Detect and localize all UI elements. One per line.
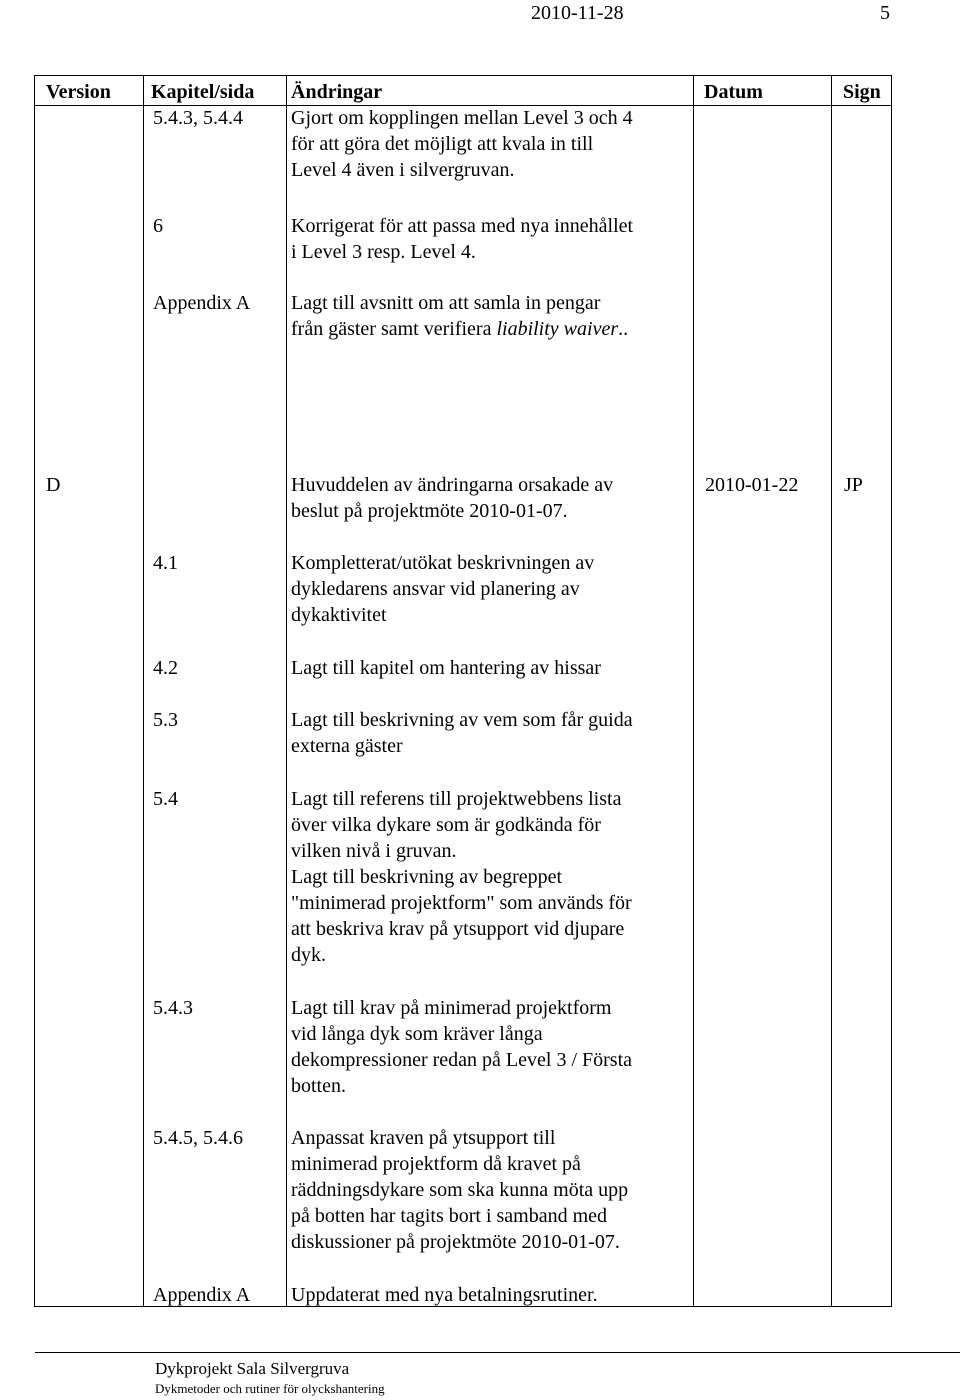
chapter-ref: 5.4: [153, 788, 178, 810]
chapter-ref: 6: [153, 215, 163, 237]
chapter-ref: 5.3: [153, 709, 178, 731]
change-description: Uppdaterat med nya betalningsrutiner.: [291, 1284, 598, 1306]
header-changes: Ändringar: [291, 81, 383, 103]
header-sign: Sign: [843, 81, 881, 103]
change-description: Korrigerat för att passa med nya innehållet i Level 3 resp. Level 4.: [291, 215, 634, 263]
column-divider: [831, 76, 832, 1306]
change-description: Lagt till avsnitt om att samla in pengar från gäster samt verifiera liability waiver..: [291, 292, 629, 340]
change-description: Gjort om kopplingen mellan Level 3 och 4 för att göra det möjligt att kvala in till Level 4 även i silvergruvan.: [291, 107, 633, 181]
footer-divider: [35, 1352, 960, 1353]
column-divider: [286, 76, 287, 1306]
page-header-date: 2010-11-28: [531, 2, 624, 24]
chapter-ref: Appendix A: [153, 292, 251, 314]
change-description: Anpassat kraven på ytsupport till minimerad projektform då kravet på räddningsdykare som ska kunna möta upp på botten har tagits bort i samband med diskussioner på projektmöte 2010-01-07.: [291, 1127, 629, 1253]
footer-project-name: Dykprojekt Sala Silvergruva: [155, 1359, 350, 1378]
change-description: Lagt till referens till projektwebbens lista över vilka dykare som är godkända för vilken nivå i gruvan. Lagt till beskrivning av begreppet "minimerad projektform" som används för att beskriva krav på ytsupport vid djupare dyk.: [291, 788, 632, 966]
header-date: Datum: [704, 81, 763, 103]
chapter-ref: 5.4.3: [153, 997, 193, 1019]
revision-date: 2010-01-22: [705, 474, 799, 496]
revision-sign: JP: [844, 474, 863, 496]
chapter-ref: 5.4.5, 5.4.6: [153, 1127, 243, 1149]
change-description: Lagt till beskrivning av vem som får guida externa gäster: [291, 709, 633, 757]
revision-table: [34, 75, 892, 1307]
page-number: 5: [880, 2, 890, 24]
chapter-ref: 4.1: [153, 552, 178, 574]
footer-document-title: Dykmetoder och rutiner för olyckshantering: [155, 1381, 385, 1396]
change-description: Kompletterat/utökat beskrivningen av dykledarens ansvar vid planering av dykaktivitet: [291, 552, 595, 626]
change-description: Lagt till krav på minimerad projektform vid långa dyk som kräver långa dekompressioner redan på Level 3 / Första botten.: [291, 997, 633, 1097]
column-divider: [143, 76, 144, 1306]
chapter-ref: Appendix A: [153, 1284, 251, 1306]
header-chapter: Kapitel/sida: [151, 81, 255, 103]
version-label: D: [46, 474, 61, 496]
header-version: Version: [46, 81, 111, 103]
change-description: Lagt till kapitel om hantering av hissar: [291, 657, 601, 679]
change-description: Huvuddelen av ändringarna orsakade av beslut på projektmöte 2010-01-07.: [291, 474, 614, 522]
chapter-ref: 5.4.3, 5.4.4: [153, 107, 243, 129]
chapter-ref: 4.2: [153, 657, 178, 679]
column-divider: [693, 76, 694, 1306]
